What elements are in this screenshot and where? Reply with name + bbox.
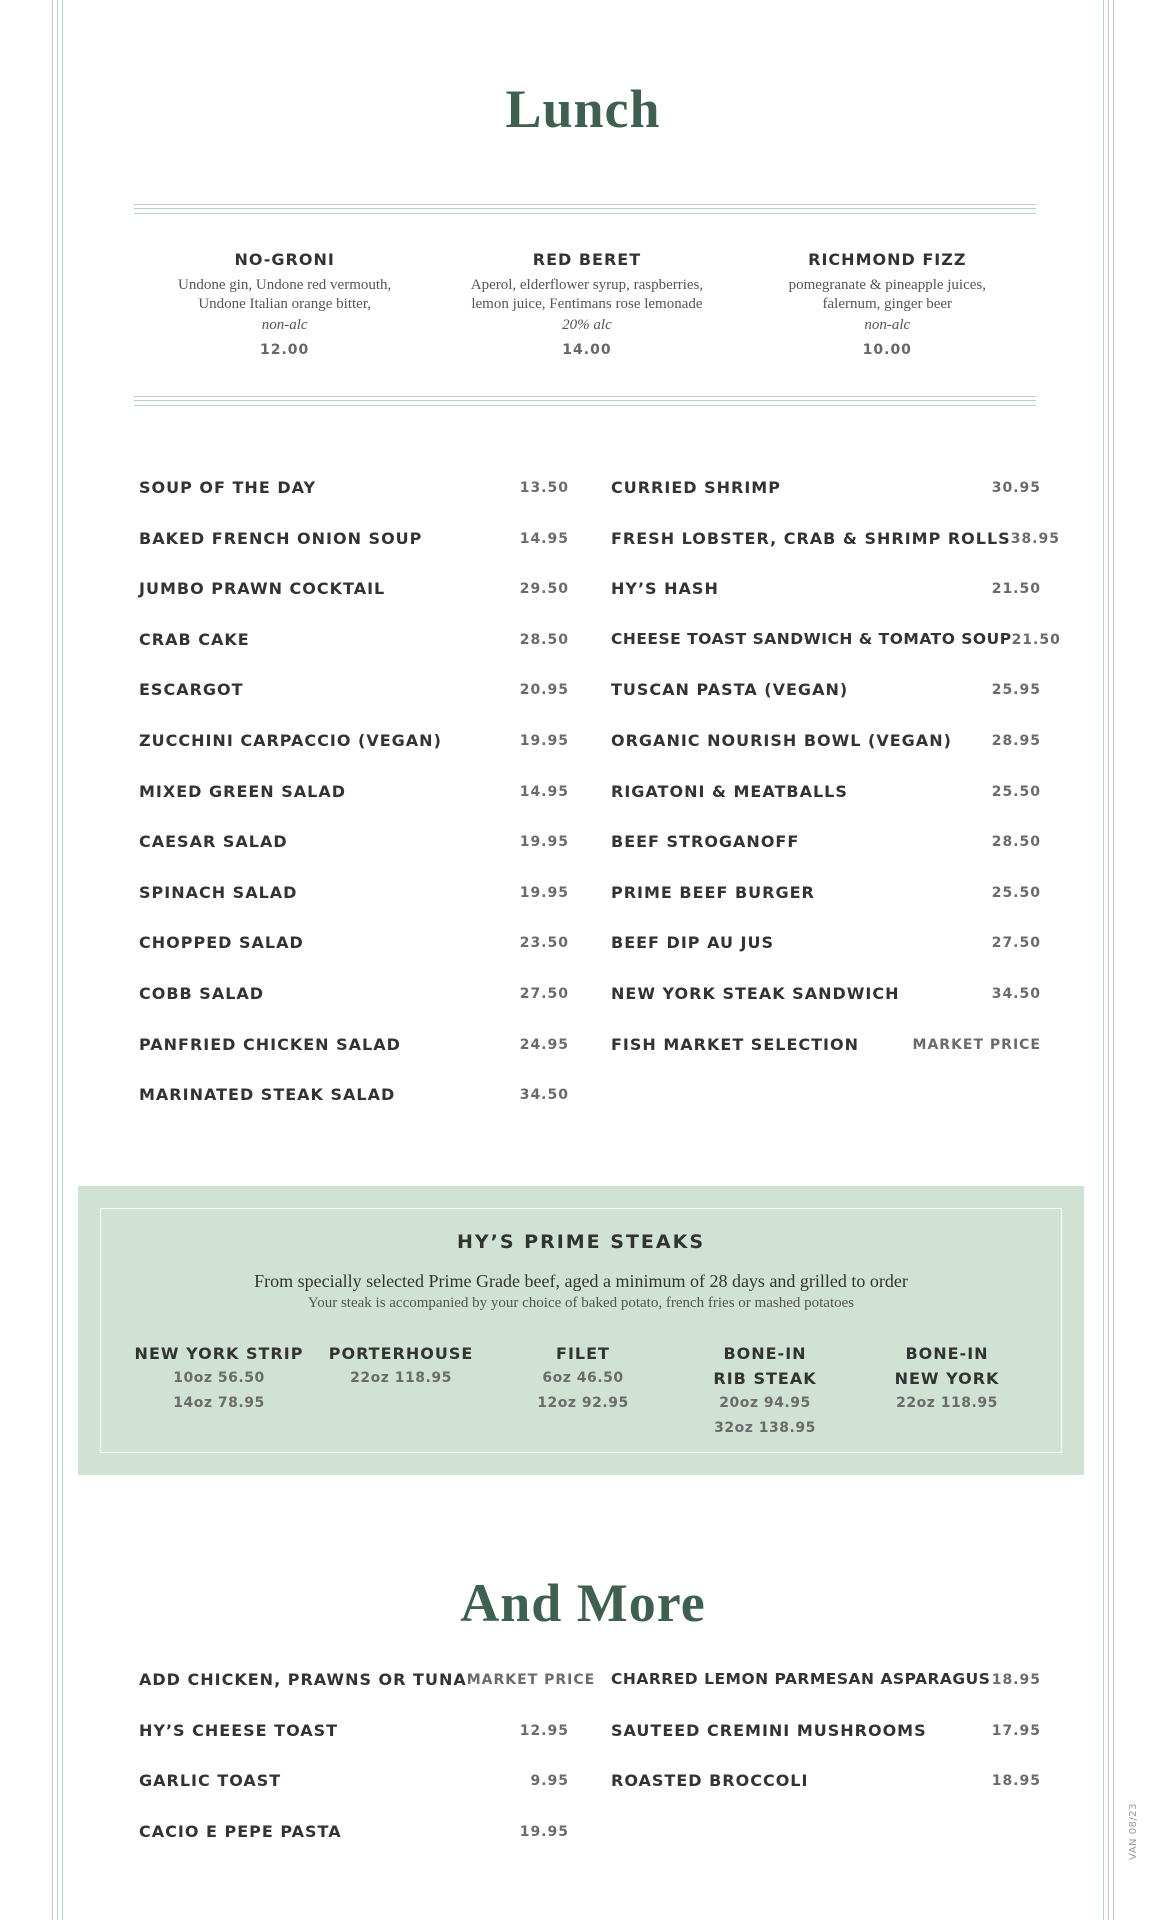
menu-item (139, 680, 569, 731)
item-name: MIXED GREEN SALAD (139, 781, 347, 801)
divider (134, 396, 1036, 408)
item-price: 19.95 (519, 834, 569, 851)
cocktail-name: NO-GRONI (234, 250, 335, 269)
menu-item (611, 1721, 1041, 1772)
steak-name: BONE-IN (723, 1344, 807, 1363)
item-name: BAKED FRENCH ONION SOUP (139, 528, 423, 548)
cocktail-price: 12.00 (260, 342, 310, 358)
item-price: 30.95 (991, 480, 1041, 496)
item-price: 21.50 (1011, 631, 1061, 648)
cocktail-alcohol: 20% alc (562, 317, 612, 333)
steak-name: PORTERHOUSE (328, 1344, 474, 1363)
item-price: 14.95 (519, 530, 569, 547)
menu-item (139, 1035, 569, 1086)
steak-price: 12oz 92.95 (537, 1395, 629, 1411)
section-title-and-more: And More (460, 1573, 706, 1633)
page-title: Lunch (505, 79, 661, 139)
menu-item (139, 883, 569, 934)
item-price: 18.95 (991, 1672, 1041, 1688)
cocktail-name: RICHMOND FIZZ (808, 250, 967, 269)
item-name: RIGATONI & MEATBALLS (611, 781, 848, 801)
item-name: ESCARGOT (139, 680, 244, 700)
cocktail-item (739, 250, 1036, 370)
item-name: TUSCAN PASTA (VEGAN) (611, 680, 849, 700)
item-name: PRIME BEEF BURGER (611, 882, 815, 902)
menu-item (139, 731, 569, 782)
steak-price: 20oz 94.95 (719, 1395, 811, 1411)
item-price: 34.50 (519, 1087, 569, 1104)
cocktail-price: 10.00 (862, 342, 912, 358)
item-price: 19.95 (519, 732, 569, 749)
menu-item (611, 1771, 1041, 1822)
cocktail-description: falernum, ginger beer (822, 296, 953, 312)
menu-item (139, 1771, 569, 1822)
item-name: ORGANIC NOURISH BOWL (VEGAN) (611, 730, 952, 750)
menu-item (139, 984, 569, 1035)
item-name: PANFRIED CHICKEN SALAD (139, 1034, 401, 1054)
more-menu-left (139, 1670, 596, 1872)
steak-item (315, 1341, 487, 1441)
item-name: SOUP OF THE DAY (139, 478, 317, 497)
menu-item (611, 782, 1041, 833)
cocktail-alcohol: non-alc (864, 317, 911, 333)
steak-name: BONE-IN (905, 1344, 989, 1363)
steak-price: 22oz 118.95 (896, 1395, 998, 1411)
item-name: CRAB CAKE (139, 629, 250, 649)
item-price: 23.50 (519, 935, 569, 952)
steak-item (861, 1341, 1033, 1441)
item-name: COBB SALAD (139, 983, 265, 1003)
steak-name: NEW YORK STRIP (134, 1344, 304, 1363)
item-name: CHARRED LEMON PARMESAN ASPARAGUS (611, 1670, 991, 1688)
item-price: 25.50 (991, 884, 1041, 901)
menu-item (611, 933, 1041, 984)
item-name: HY’S HASH (611, 579, 719, 599)
menu-item (611, 629, 1061, 681)
item-name: FRESH LOBSTER, CRAB & SHRIMP ROLLS (611, 528, 1011, 548)
item-price: 27.50 (519, 985, 569, 1002)
menu-item (139, 1721, 569, 1772)
menu-item (611, 1670, 1041, 1721)
item-name: CAESAR SALAD (139, 832, 288, 852)
more-menu-right (611, 1670, 1041, 1822)
menu-item (139, 832, 569, 883)
steak-price: 32oz 138.95 (714, 1420, 816, 1436)
steak-name: FILET (556, 1344, 610, 1363)
item-price: 25.50 (991, 783, 1041, 800)
prime-steaks-panel (78, 1186, 1084, 1475)
item-price: 25.95 (991, 682, 1041, 699)
item-name: BEEF STROGANOFF (611, 832, 800, 852)
cocktail-item (435, 250, 738, 370)
steaks-note: Your steak is accompanied by your choice of baked potato, french fries or mashed potatoes (307, 1295, 855, 1311)
menu-item (611, 1035, 1041, 1086)
cocktail-description: pomegranate & pineapple juices, (788, 277, 987, 293)
menu-item (139, 1670, 596, 1721)
divider (134, 204, 1036, 216)
steak-price: 10oz 56.50 (173, 1370, 265, 1386)
item-name: NEW YORK STEAK SANDWICH (611, 983, 900, 1003)
item-price: 38.95 (1010, 530, 1060, 547)
steak-list (133, 1341, 1033, 1441)
menu-item (139, 478, 569, 529)
item-price: 28.50 (991, 834, 1041, 851)
item-name: FISH MARKET SELECTION (611, 1034, 859, 1054)
cocktail-alcohol: non-alc (261, 317, 308, 333)
item-price: 13.50 (519, 480, 569, 496)
cocktail-description: lemon juice, Fentimans rose lemonade (471, 296, 703, 312)
cocktail-description: Undone gin, Undone red vermouth, (178, 277, 392, 293)
menu-item (139, 1822, 569, 1873)
steaks-subtitle: From specially selected Prime Grade beef, aged a minimum of 28 days and grilled to order (254, 1271, 908, 1291)
item-name: ZUCCHINI CARPACCIO (VEGAN) (139, 730, 442, 750)
item-name: MARINATED STEAK SALAD (139, 1085, 396, 1105)
item-price: 20.95 (519, 682, 569, 699)
steak-price: 6oz 46.50 (542, 1370, 624, 1386)
item-name: GARLIC TOAST (139, 1771, 282, 1791)
item-price: 18.95 (991, 1773, 1041, 1790)
menu-item (139, 630, 569, 681)
steak-item (679, 1341, 851, 1441)
item-price: 17.95 (991, 1722, 1041, 1739)
item-name: JUMBO PRAWN COCKTAIL (139, 579, 386, 599)
menu-item (611, 832, 1041, 883)
menu-item (139, 933, 569, 984)
item-name: SAUTEED CREMINI MUSHROOMS (611, 1720, 927, 1740)
steak-price: 22oz 118.95 (350, 1370, 452, 1386)
item-price: 12.95 (519, 1722, 569, 1739)
item-name: ROASTED BROCCOLI (611, 1771, 809, 1791)
lunch-menu-right (611, 478, 1061, 1085)
lunch-menu-left (139, 478, 569, 1136)
cocktail-list (134, 250, 1036, 370)
menu-item (611, 579, 1041, 630)
item-name: CURRIED SHRIMP (611, 478, 781, 497)
item-price: MARKET PRICE (912, 1036, 1041, 1053)
item-price: 28.95 (991, 732, 1041, 749)
item-name: HY’S CHEESE TOAST (139, 1720, 339, 1740)
cocktail-item (134, 250, 435, 370)
cocktail-description: Undone Italian orange bitter, (198, 296, 371, 312)
prime-steaks-frame (100, 1208, 1062, 1453)
menu-item (611, 984, 1041, 1035)
item-price: MARKET PRICE (466, 1672, 596, 1688)
menu-item (611, 528, 1060, 580)
cocktail-name: RED BERET (532, 250, 642, 269)
menu-item (139, 782, 569, 833)
menu-item (139, 1085, 569, 1136)
menu-item (139, 529, 569, 580)
steak-name: RIB STEAK (713, 1369, 817, 1388)
item-price: 24.95 (519, 1036, 569, 1053)
item-price: 19.95 (519, 1823, 569, 1840)
item-price: 21.50 (991, 581, 1041, 598)
item-name: CACIO E PEPE PASTA (139, 1821, 342, 1841)
item-name: BEEF DIP AU JUS (611, 933, 775, 953)
menu-item (611, 883, 1041, 934)
cocktail-price: 14.00 (562, 342, 612, 358)
item-price: 14.95 (519, 783, 569, 800)
steak-name: NEW YORK (894, 1369, 1000, 1388)
menu-item (611, 680, 1041, 731)
item-price: 34.50 (991, 985, 1041, 1002)
item-name: CHOPPED SALAD (139, 933, 304, 953)
item-name: SPINACH SALAD (139, 882, 298, 902)
steak-item (133, 1341, 305, 1441)
item-price: 28.50 (519, 631, 569, 648)
cocktail-description: Aperol, elderflower syrup, raspberries, (470, 277, 704, 293)
item-name: CHEESE TOAST SANDWICH & TOMATO SOUP (611, 629, 1012, 648)
menu-item (139, 579, 569, 630)
document-code: VAN 08/23 (1128, 1802, 1139, 1860)
steak-item (497, 1341, 669, 1441)
item-name: ADD CHICKEN, PRAWNS OR TUNA (139, 1670, 467, 1689)
menu-item (611, 478, 1041, 529)
item-price: 27.50 (991, 935, 1041, 952)
steak-price: 14oz 78.95 (173, 1395, 265, 1411)
steaks-title: HY’S PRIME STEAKS (456, 1231, 706, 1253)
item-price: 9.95 (530, 1773, 569, 1790)
item-price: 29.50 (519, 581, 569, 598)
item-price: 19.95 (519, 884, 569, 901)
menu-item (611, 731, 1041, 782)
